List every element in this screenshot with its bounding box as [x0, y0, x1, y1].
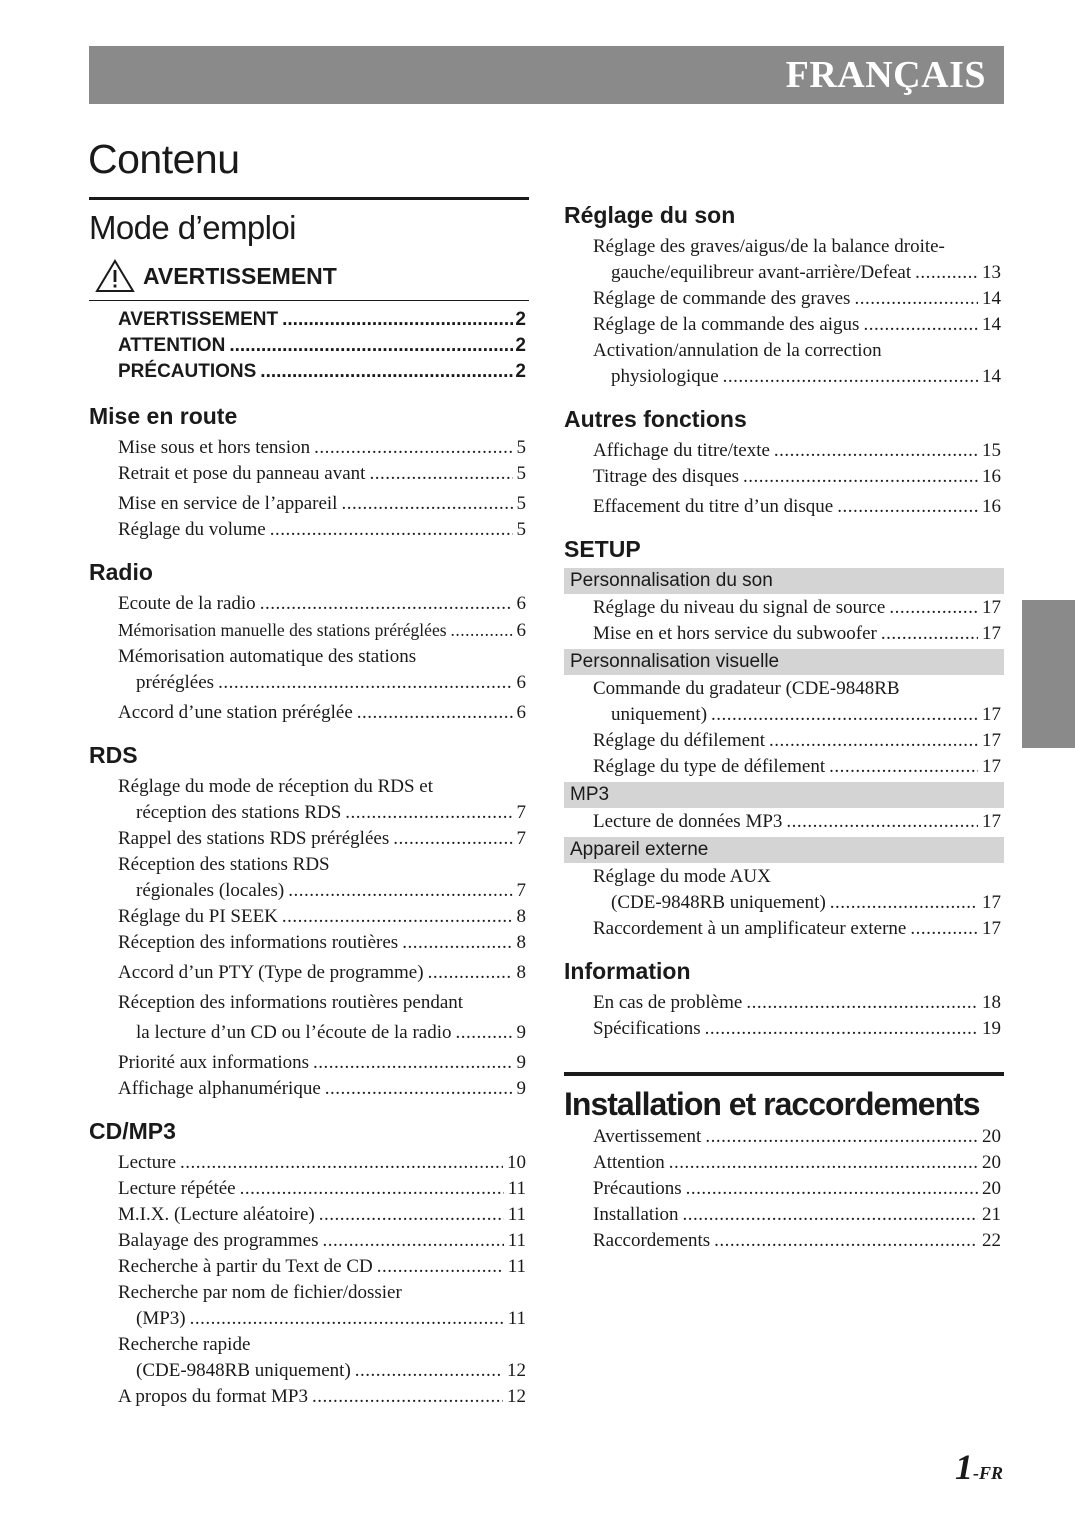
- section-heading-radio: Radio: [89, 559, 153, 585]
- toc-entry-label: Réglage du défilement: [593, 730, 765, 751]
- toc-entry-page: 14: [982, 366, 1001, 387]
- leader-dots: [723, 364, 978, 390]
- toc-entry-page: 19: [982, 1018, 1001, 1039]
- toc-entry-line[interactable]: Activation/annulation de la correction: [593, 340, 882, 361]
- toc-entry[interactable]: [564, 754, 1004, 780]
- leader-dots: [910, 916, 978, 942]
- toc-entry[interactable]: [564, 494, 1004, 520]
- section-heading-cdmp3: CD/MP3: [89, 1118, 176, 1144]
- language-banner: [89, 46, 1004, 104]
- leader-dots: [881, 621, 978, 647]
- toc-entry-label: Lecture répétée: [118, 1178, 236, 1199]
- leader-dots: [282, 309, 513, 331]
- leader-dots: [402, 930, 512, 956]
- section-title-mode-emploi: Mode d’emploi: [89, 197, 529, 250]
- subsection-band-mp3: MP3: [564, 782, 1004, 808]
- toc-entry-line[interactable]: Réglage du mode AUX: [593, 866, 771, 887]
- toc-entry-page: 17: [982, 623, 1001, 644]
- toc-entry-line[interactable]: Réception des informations routières pendant: [118, 992, 464, 1013]
- leader-dots: [357, 700, 513, 726]
- toc-entry-label: Raccordements: [593, 1230, 711, 1251]
- toc-entry-page: 11: [507, 1204, 526, 1225]
- toc-entry[interactable]: [564, 916, 1004, 942]
- toc-entry[interactable]: [564, 1124, 1004, 1150]
- toc-entry-page: 6: [516, 593, 526, 614]
- section-heading-rds: RDS: [89, 742, 138, 768]
- toc-entry-label: réception des stations RDS: [136, 802, 342, 823]
- leader-dots: [837, 494, 978, 520]
- toc-entry-label: Balayage des programmes: [118, 1230, 319, 1251]
- toc-entry-page: 6: [516, 702, 526, 723]
- toc-entry-page: 20: [982, 1126, 1001, 1147]
- toc-entry-label: préréglées: [136, 672, 215, 693]
- leader-dots: [769, 728, 978, 754]
- toc-entry[interactable]: [89, 800, 529, 826]
- toc-entry[interactable]: [564, 728, 1004, 754]
- toc-entry[interactable]: [89, 878, 529, 904]
- toc-entry-line[interactable]: Réglage du mode de réception du RDS et: [118, 776, 434, 797]
- toc-entry-page: 15: [982, 440, 1001, 461]
- toc-entry-label: Lecture: [118, 1152, 177, 1173]
- leader-dots: [260, 591, 513, 617]
- leader-dots: [314, 435, 512, 461]
- leader-dots: [786, 809, 978, 835]
- page-number: [955, 1446, 1003, 1488]
- toc-entry-label: (CDE-9848RB uniquement): [136, 1360, 351, 1381]
- toc-entry[interactable]: [89, 960, 529, 986]
- toc-entry[interactable]: [89, 617, 529, 644]
- toc-entry[interactable]: [89, 1384, 529, 1410]
- toc-entry-page: 17: [982, 730, 1001, 751]
- section-side-tab: [1022, 600, 1075, 748]
- leader-dots: [456, 1020, 513, 1046]
- toc-entry[interactable]: [89, 1076, 529, 1102]
- toc-entry-page: 6: [516, 620, 526, 641]
- subsection-band-visuelle: Personnalisation visuelle: [564, 649, 1004, 675]
- leader-dots: [714, 1228, 978, 1254]
- leader-dots: [774, 438, 978, 464]
- section-heading-autres-fonctions: Autres fonctions: [564, 406, 747, 432]
- toc-entry[interactable]: [89, 700, 529, 726]
- page-number-suffix: -FR: [972, 1463, 1003, 1483]
- leader-dots: [322, 1228, 503, 1254]
- toc-entry-page: 7: [516, 828, 526, 849]
- toc-entry[interactable]: [89, 309, 529, 335]
- section-heading-setup: SETUP: [564, 536, 641, 562]
- toc-entry-page: 8: [516, 932, 526, 953]
- leader-dots: [889, 595, 978, 621]
- toc-entry-label: Titrage des disques: [593, 466, 740, 487]
- toc-entry[interactable]: [564, 464, 1004, 490]
- leader-dots: [288, 878, 512, 904]
- toc-entry[interactable]: [89, 491, 529, 517]
- toc-entry-label: Retrait et pose du panneau avant: [118, 463, 366, 484]
- toc-entry-page: 14: [982, 288, 1001, 309]
- subsection-band-son: Personnalisation du son: [564, 568, 1004, 594]
- leader-dots: [705, 1016, 978, 1042]
- toc-entry-line[interactable]: Réception des stations RDS: [118, 854, 330, 875]
- toc-entry-label: Lecture de données MP3: [593, 811, 783, 832]
- warning-list: [89, 300, 529, 387]
- leader-dots: [746, 990, 978, 1016]
- toc-entry[interactable]: [89, 361, 529, 387]
- leader-dots: [369, 461, 512, 487]
- toc-entry-label: (CDE-9848RB uniquement): [611, 892, 826, 913]
- toc-entry[interactable]: [89, 670, 529, 696]
- toc-entry-page: 11: [507, 1256, 526, 1277]
- toc-entry-page: 16: [982, 466, 1001, 487]
- toc-entry-label: Mise sous et hors tension: [118, 437, 311, 458]
- toc-entry-page: 9: [516, 1022, 526, 1043]
- leader-dots: [190, 1306, 504, 1332]
- toc-entry-label: Spécifications: [593, 1018, 701, 1039]
- toc-entry-page: 17: [982, 597, 1001, 618]
- leader-dots: [829, 754, 978, 780]
- toc-entry[interactable]: [564, 364, 1004, 390]
- toc-entry-label: uniquement): [611, 704, 708, 725]
- toc-entry[interactable]: [89, 904, 529, 930]
- toc-entry-page: 11: [507, 1308, 526, 1329]
- leader-dots: [428, 960, 513, 986]
- toc-entry-label: Mise en et hors service du subwoofer: [593, 623, 877, 644]
- toc-entry-page: 8: [516, 906, 526, 927]
- toc-entry-label: Affichage alphanumérique: [118, 1078, 321, 1099]
- toc-entry[interactable]: [89, 1020, 529, 1046]
- toc-entry-label: la lecture d’un CD ou l’écoute de la radio: [136, 1022, 452, 1043]
- leader-dots: [341, 491, 512, 517]
- toc-entry[interactable]: [89, 1050, 529, 1076]
- toc-entry-label: M.I.X. (Lecture aléatoire): [118, 1204, 315, 1225]
- toc-entry-label: Réglage du type de défilement: [593, 756, 826, 777]
- toc-entry-label: Avertissement: [593, 1126, 702, 1147]
- toc-entry-page: 20: [982, 1178, 1001, 1199]
- leader-dots: [282, 904, 513, 930]
- toc-entry-label: Accord d’un PTY (Type de programme): [118, 962, 424, 983]
- leader-dots: [377, 1254, 504, 1280]
- toc-entry[interactable]: [564, 621, 1004, 647]
- toc-entry-label: Accord d’une station préréglée: [118, 702, 353, 723]
- toc-entry-page: 2: [515, 335, 526, 356]
- toc-entry[interactable]: [89, 591, 529, 617]
- page-title: Contenu: [88, 136, 240, 182]
- toc-entry-page: 12: [507, 1360, 526, 1381]
- toc-entry-page: 2: [515, 361, 526, 382]
- toc-entry-line[interactable]: Réglage des graves/aigus/de la balance droite-: [593, 236, 945, 257]
- warning-title: AVERTISSEMENT: [143, 262, 337, 289]
- toc-entry[interactable]: [564, 990, 1004, 1016]
- leader-dots: [705, 1124, 978, 1150]
- toc-entry-page: 8: [516, 962, 526, 983]
- toc-entry-page: 11: [507, 1230, 526, 1251]
- toc-entry-page: 5: [516, 519, 526, 540]
- toc-left-column: [89, 197, 529, 1410]
- toc-entry-label: Précautions: [593, 1178, 682, 1199]
- leader-dots: [711, 702, 978, 728]
- toc-entry-label: Effacement du titre d’un disque: [593, 496, 834, 517]
- toc-entry-line[interactable]: Recherche par nom de fichier/dossier: [118, 1282, 402, 1303]
- toc-entry-page: 11: [507, 1178, 526, 1199]
- section-heading-reglage-son: Réglage du son: [564, 202, 736, 228]
- toc-entry-page: 6: [516, 672, 526, 693]
- toc-entry[interactable]: [89, 461, 529, 487]
- toc-entry-page: 14: [982, 314, 1001, 335]
- toc-right-column: [564, 200, 1004, 1254]
- toc-entry-page: 10: [507, 1152, 526, 1173]
- toc-entry-page: 13: [982, 262, 1001, 283]
- toc-entry-label: Réglage de commande des graves: [593, 288, 851, 309]
- toc-entry-label: A propos du format MP3: [118, 1386, 308, 1407]
- toc-entry[interactable]: [89, 1306, 529, 1332]
- toc-entry-page: 17: [982, 918, 1001, 939]
- subsection-band-appareil-externe: Appareil externe: [564, 837, 1004, 863]
- toc-entry-label: Recherche à partir du Text de CD: [118, 1256, 373, 1277]
- toc-entry-line[interactable]: Mémorisation automatique des stations: [118, 646, 417, 667]
- toc-entry-page: 5: [516, 437, 526, 458]
- toc-entry-page: 12: [507, 1386, 526, 1407]
- toc-entry-page: 17: [982, 704, 1001, 725]
- toc-entry-label: Installation: [593, 1204, 679, 1225]
- leader-dots: [355, 1358, 503, 1384]
- toc-entry[interactable]: [89, 1254, 529, 1280]
- toc-entry[interactable]: [89, 1150, 529, 1176]
- toc-entry[interactable]: [564, 1202, 1004, 1228]
- toc-entry-label: Mémorisation manuelle des stations préréglées: [118, 620, 447, 640]
- toc-entry-label: gauche/equilibreur avant-arrière/Defeat: [611, 262, 912, 283]
- toc-entry-label: Attention: [593, 1152, 665, 1173]
- leader-dots: [854, 286, 978, 312]
- toc-entry-label: (MP3): [136, 1308, 186, 1329]
- toc-entry-label: Réception des informations routières: [118, 932, 399, 953]
- toc-entry[interactable]: [564, 890, 1004, 916]
- leader-dots: [312, 1384, 503, 1410]
- leader-dots: [325, 1076, 513, 1102]
- toc-entry-label: régionales (locales): [136, 880, 285, 901]
- toc-entry-label: Raccordement à un amplificateur externe: [593, 918, 907, 939]
- leader-dots: [830, 890, 978, 916]
- toc-entry-line[interactable]: Recherche rapide: [118, 1334, 251, 1355]
- toc-entry-page: 7: [516, 802, 526, 823]
- toc-entry[interactable]: [564, 1176, 1004, 1202]
- toc-entry[interactable]: [89, 1176, 529, 1202]
- toc-entry-page: 17: [982, 892, 1001, 913]
- toc-entry[interactable]: [89, 1228, 529, 1254]
- toc-entry-label: Réglage du niveau du signal de source: [593, 597, 886, 618]
- toc-entry[interactable]: [564, 595, 1004, 621]
- page-number-value: 1: [954, 1447, 973, 1487]
- leader-dots: [393, 826, 512, 852]
- section-title-installation: Installation et raccordements: [564, 1072, 1004, 1124]
- toc-entry-page: 7: [516, 880, 526, 901]
- leader-dots: [863, 312, 978, 338]
- toc-entry-page: 17: [982, 811, 1001, 832]
- toc-entry-label: Priorité aux informations: [118, 1052, 310, 1073]
- leader-dots: [260, 361, 513, 383]
- leader-dots: [345, 800, 512, 826]
- toc-entry-page: 17: [982, 756, 1001, 777]
- toc-entry[interactable]: [564, 438, 1004, 464]
- toc-entry-label: Réglage du PI SEEK: [118, 906, 278, 927]
- toc-entry[interactable]: [89, 435, 529, 461]
- toc-entry[interactable]: [564, 260, 1004, 286]
- toc-entry[interactable]: [564, 702, 1004, 728]
- toc-entry-label: Affichage du titre/texte: [593, 440, 770, 461]
- toc-entry[interactable]: [564, 1016, 1004, 1042]
- leader-dots: [229, 335, 513, 357]
- toc-entry-label: Ecoute de la radio: [118, 593, 256, 614]
- toc-entry-page: 5: [516, 463, 526, 484]
- toc-entry[interactable]: [89, 1202, 529, 1228]
- toc-entry-page: 16: [982, 496, 1001, 517]
- toc-entry[interactable]: [89, 930, 529, 956]
- toc-entry-label: physiologique: [611, 366, 719, 387]
- warning-heading: [95, 258, 529, 294]
- leader-dots: [682, 1202, 978, 1228]
- leader-dots: [686, 1176, 978, 1202]
- toc-entry-page: 20: [982, 1152, 1001, 1173]
- toc-entry[interactable]: [564, 1228, 1004, 1254]
- section-heading-information: Information: [564, 958, 691, 984]
- toc-entry-label: Réglage du volume: [118, 519, 266, 540]
- toc-entry-label: Réglage de la commande des aigus: [593, 314, 860, 335]
- warning-triangle-icon: [95, 259, 135, 293]
- leader-dots: [743, 464, 978, 490]
- toc-entry-page: 9: [516, 1078, 526, 1099]
- toc-entry-line[interactable]: Commande du gradateur (CDE-9848RB: [593, 678, 900, 699]
- toc-entry-label: AVERTISSEMENT: [118, 309, 279, 330]
- leader-dots: [669, 1150, 978, 1176]
- section-heading-mise-en-route: Mise en route: [89, 403, 238, 429]
- leader-dots: [218, 670, 512, 696]
- toc-entry-label: ATTENTION: [118, 335, 226, 356]
- leader-dots: [319, 1202, 504, 1228]
- toc-entry-label: PRÉCAUTIONS: [118, 361, 257, 382]
- leader-dots: [915, 260, 978, 286]
- leader-dots: [313, 1050, 512, 1076]
- toc-entry-page: 21: [982, 1204, 1001, 1225]
- toc-entry[interactable]: [89, 335, 529, 361]
- toc-entry-label: En cas de problème: [593, 992, 743, 1013]
- toc-entry[interactable]: [564, 1150, 1004, 1176]
- toc-entry[interactable]: [564, 312, 1004, 338]
- toc-entry[interactable]: [89, 517, 529, 543]
- toc-entry-page: 2: [515, 309, 526, 330]
- toc-entry[interactable]: [89, 826, 529, 852]
- toc-entry-page: 22: [982, 1230, 1001, 1251]
- leader-dots: [270, 517, 513, 543]
- leader-dots: [240, 1176, 504, 1202]
- toc-entry-label: Mise en service de l’appareil: [118, 493, 338, 514]
- language-label: FRANÇAIS: [785, 54, 986, 96]
- leader-dots: [180, 1150, 503, 1176]
- leader-dots: [451, 617, 513, 643]
- toc-entry-label: Rappel des stations RDS préréglées: [118, 828, 390, 849]
- toc-entry-page: 9: [516, 1052, 526, 1073]
- toc-entry-page: 18: [982, 992, 1001, 1013]
- toc-entry[interactable]: [564, 809, 1004, 835]
- toc-entry-page: 5: [516, 493, 526, 514]
- toc-entry[interactable]: [564, 286, 1004, 312]
- toc-entry[interactable]: [89, 1358, 529, 1384]
